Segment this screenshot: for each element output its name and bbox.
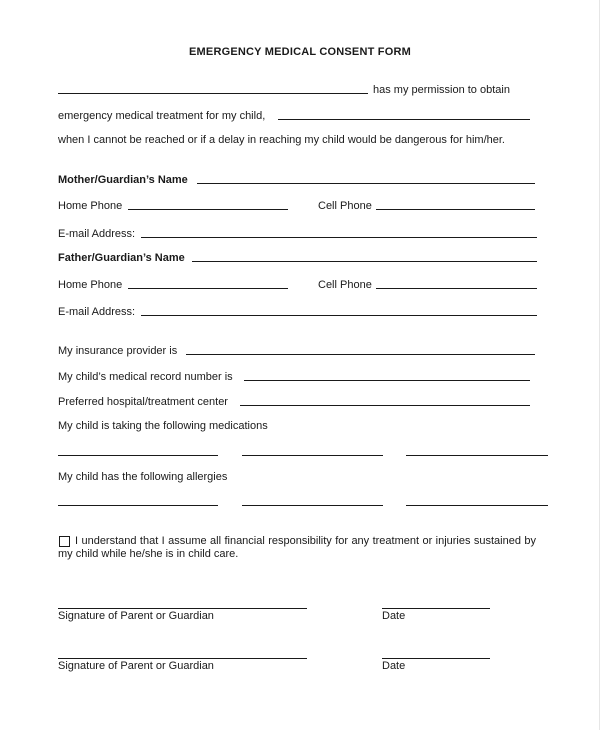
mother-name-field[interactable]: [197, 183, 535, 184]
date-field-1[interactable]: [382, 608, 490, 609]
father-home-phone-label: Home Phone: [58, 279, 123, 291]
mother-cell-phone-label: Cell Phone: [318, 200, 372, 212]
form-title: EMERGENCY MEDICAL CONSENT FORM: [189, 46, 411, 58]
record-number-field[interactable]: [244, 380, 530, 381]
father-name-field[interactable]: [192, 261, 537, 262]
father-cell-phone-field[interactable]: [376, 288, 537, 289]
medications-field-1[interactable]: [58, 455, 218, 456]
signature-label-1: Signature of Parent or Guardian: [58, 610, 214, 622]
allergies-field-3[interactable]: [406, 505, 548, 506]
mother-name-label: Mother/Guardian’s Name: [58, 174, 188, 186]
financial-responsibility-text: I understand that I assume all financial responsibility for any treatment or injuries sustained by my child while he/she is in child care.: [58, 535, 536, 560]
record-number-label: My child’s medical record number is: [58, 371, 233, 383]
mother-home-phone-label: Home Phone: [58, 200, 123, 212]
allergies-field-1[interactable]: [58, 505, 218, 506]
mother-cell-phone-field[interactable]: [376, 209, 535, 210]
medications-field-3[interactable]: [406, 455, 548, 456]
medications-field-2[interactable]: [242, 455, 383, 456]
date-label-2: Date: [382, 660, 406, 672]
date-field-2[interactable]: [382, 658, 490, 659]
father-email-field[interactable]: [141, 315, 537, 316]
allergies-label: My child has the following allergies: [58, 471, 228, 483]
father-cell-phone-label: Cell Phone: [318, 279, 372, 291]
permission-text: has my permission to obtain: [373, 84, 510, 96]
hospital-label: Preferred hospital/treatment center: [58, 396, 228, 408]
signature-field-1[interactable]: [58, 608, 307, 609]
insurance-field[interactable]: [186, 354, 535, 355]
date-label-1: Date: [382, 610, 406, 622]
father-name-label: Father/Guardian’s Name: [58, 252, 185, 264]
hospital-field[interactable]: [240, 405, 530, 406]
allergies-field-2[interactable]: [242, 505, 383, 506]
medications-label: My child is taking the following medications: [58, 420, 268, 432]
delay-text: when I cannot be reached or if a delay in reaching my child would be dangerous for him/her.: [58, 134, 505, 146]
father-home-phone-field[interactable]: [128, 288, 288, 289]
mother-home-phone-field[interactable]: [128, 209, 288, 210]
mother-email-label: E-mail Address:: [58, 228, 136, 240]
treatment-text: emergency medical treatment for my child,: [58, 110, 266, 122]
insurance-label: My insurance provider is: [58, 345, 178, 357]
child-name-field[interactable]: [278, 119, 530, 120]
mother-email-field[interactable]: [141, 237, 537, 238]
authorized-person-field[interactable]: [58, 93, 368, 94]
father-email-label: E-mail Address:: [58, 306, 136, 318]
signature-field-2[interactable]: [58, 658, 307, 659]
signature-label-2: Signature of Parent or Guardian: [58, 660, 214, 672]
